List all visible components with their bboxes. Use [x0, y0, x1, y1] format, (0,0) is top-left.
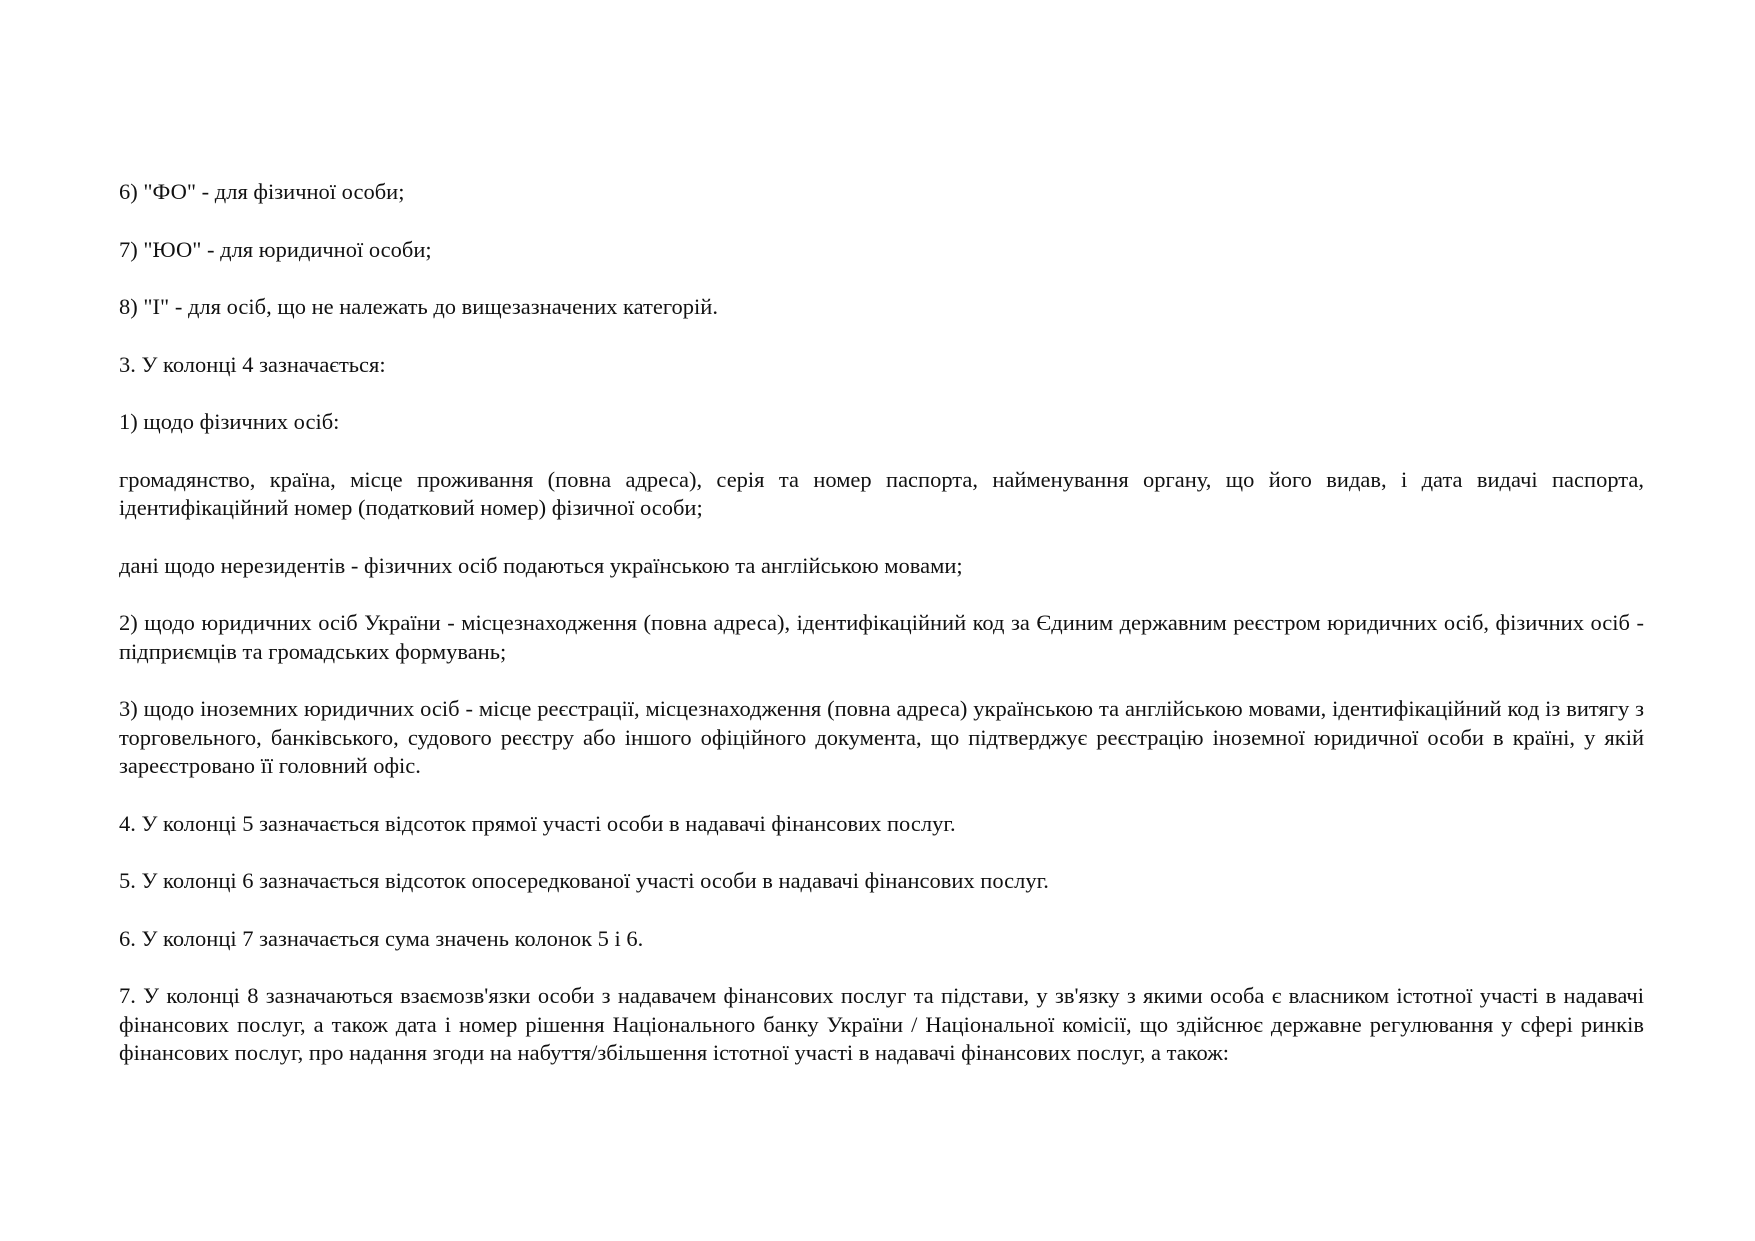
paragraph-nonresidents: дані щодо нерезидентів - фізичних осіб подаються українською та англійською мовами; [119, 552, 963, 578]
paragraph-item-8-i: 8) "І" - для осіб, що не належать до вищезазначених категорій. [119, 294, 718, 319]
paragraph-individuals-heading: 1) щодо фізичних осіб: [119, 409, 340, 434]
paragraph-item-6-fo: 6) "ФО" - для фізичної особи; [119, 179, 405, 204]
paragraph-legal-entities-ukraine: 2) щодо юридичних осіб України - місцезнаходження (повна адреса), ідентифікаційний код за Єдиним державним реєстром юридичних осіб, фізичних осіб - підприємців та громадських формувань; [119, 610, 1644, 664]
paragraph-section-3: 3. У колонці 4 зазначається: [119, 351, 386, 377]
document-body [119, 178, 1644, 1097]
paragraph-section-4: 4. У колонці 5 зазначається відсоток прямої участі особи в надавачі фінансових послуг. [119, 810, 956, 836]
paragraph-section-7: 7. У колонці 8 зазначаються взаємозв'язки особи з надавачем фінансових послуг та підстави, у зв'язку з якими особа є власником істотної участі в надавачі фінансових послуг, а також дата і номер рішення Національного банку України / Національної комісії, що здійснює державне регулювання у сфері ринків фінансових послуг, про надання згоди на набуття/збільшення істотної участі в надавачі фінансових послуг, а також: [119, 983, 1644, 1065]
paragraph-individuals-details: громадянство, країна, місце проживання (повна адреса), серія та номер паспорта, найменування органу, що його видав, і дата видачі паспорта, ідентифікаційний номер (податковий номер) фізичної особи; [119, 466, 1644, 520]
paragraph-section-5: 5. У колонці 6 зазначається відсоток опосередкованої участі особи в надавачі фінансових послуг. [119, 868, 1049, 893]
paragraph-foreign-legal-entities: 3) щодо іноземних юридичних осіб - місце реєстрації, місцезнаходження (повна адреса) українською та англійською мовами, ідентифікаційний код із витягу з торговельного, банківського, судового реєстру або іншого офіційного документа, що підтверджує реєстрацію іноземної юридичної особи в країні, у якій зареєстровано її головний офіс. [119, 696, 1644, 778]
paragraph-section-6: 6. У колонці 7 зазначається сума значень колонок 5 і 6. [119, 925, 644, 951]
paragraph-item-7-yuo: 7) "ЮО" - для юридичної особи; [119, 236, 432, 262]
